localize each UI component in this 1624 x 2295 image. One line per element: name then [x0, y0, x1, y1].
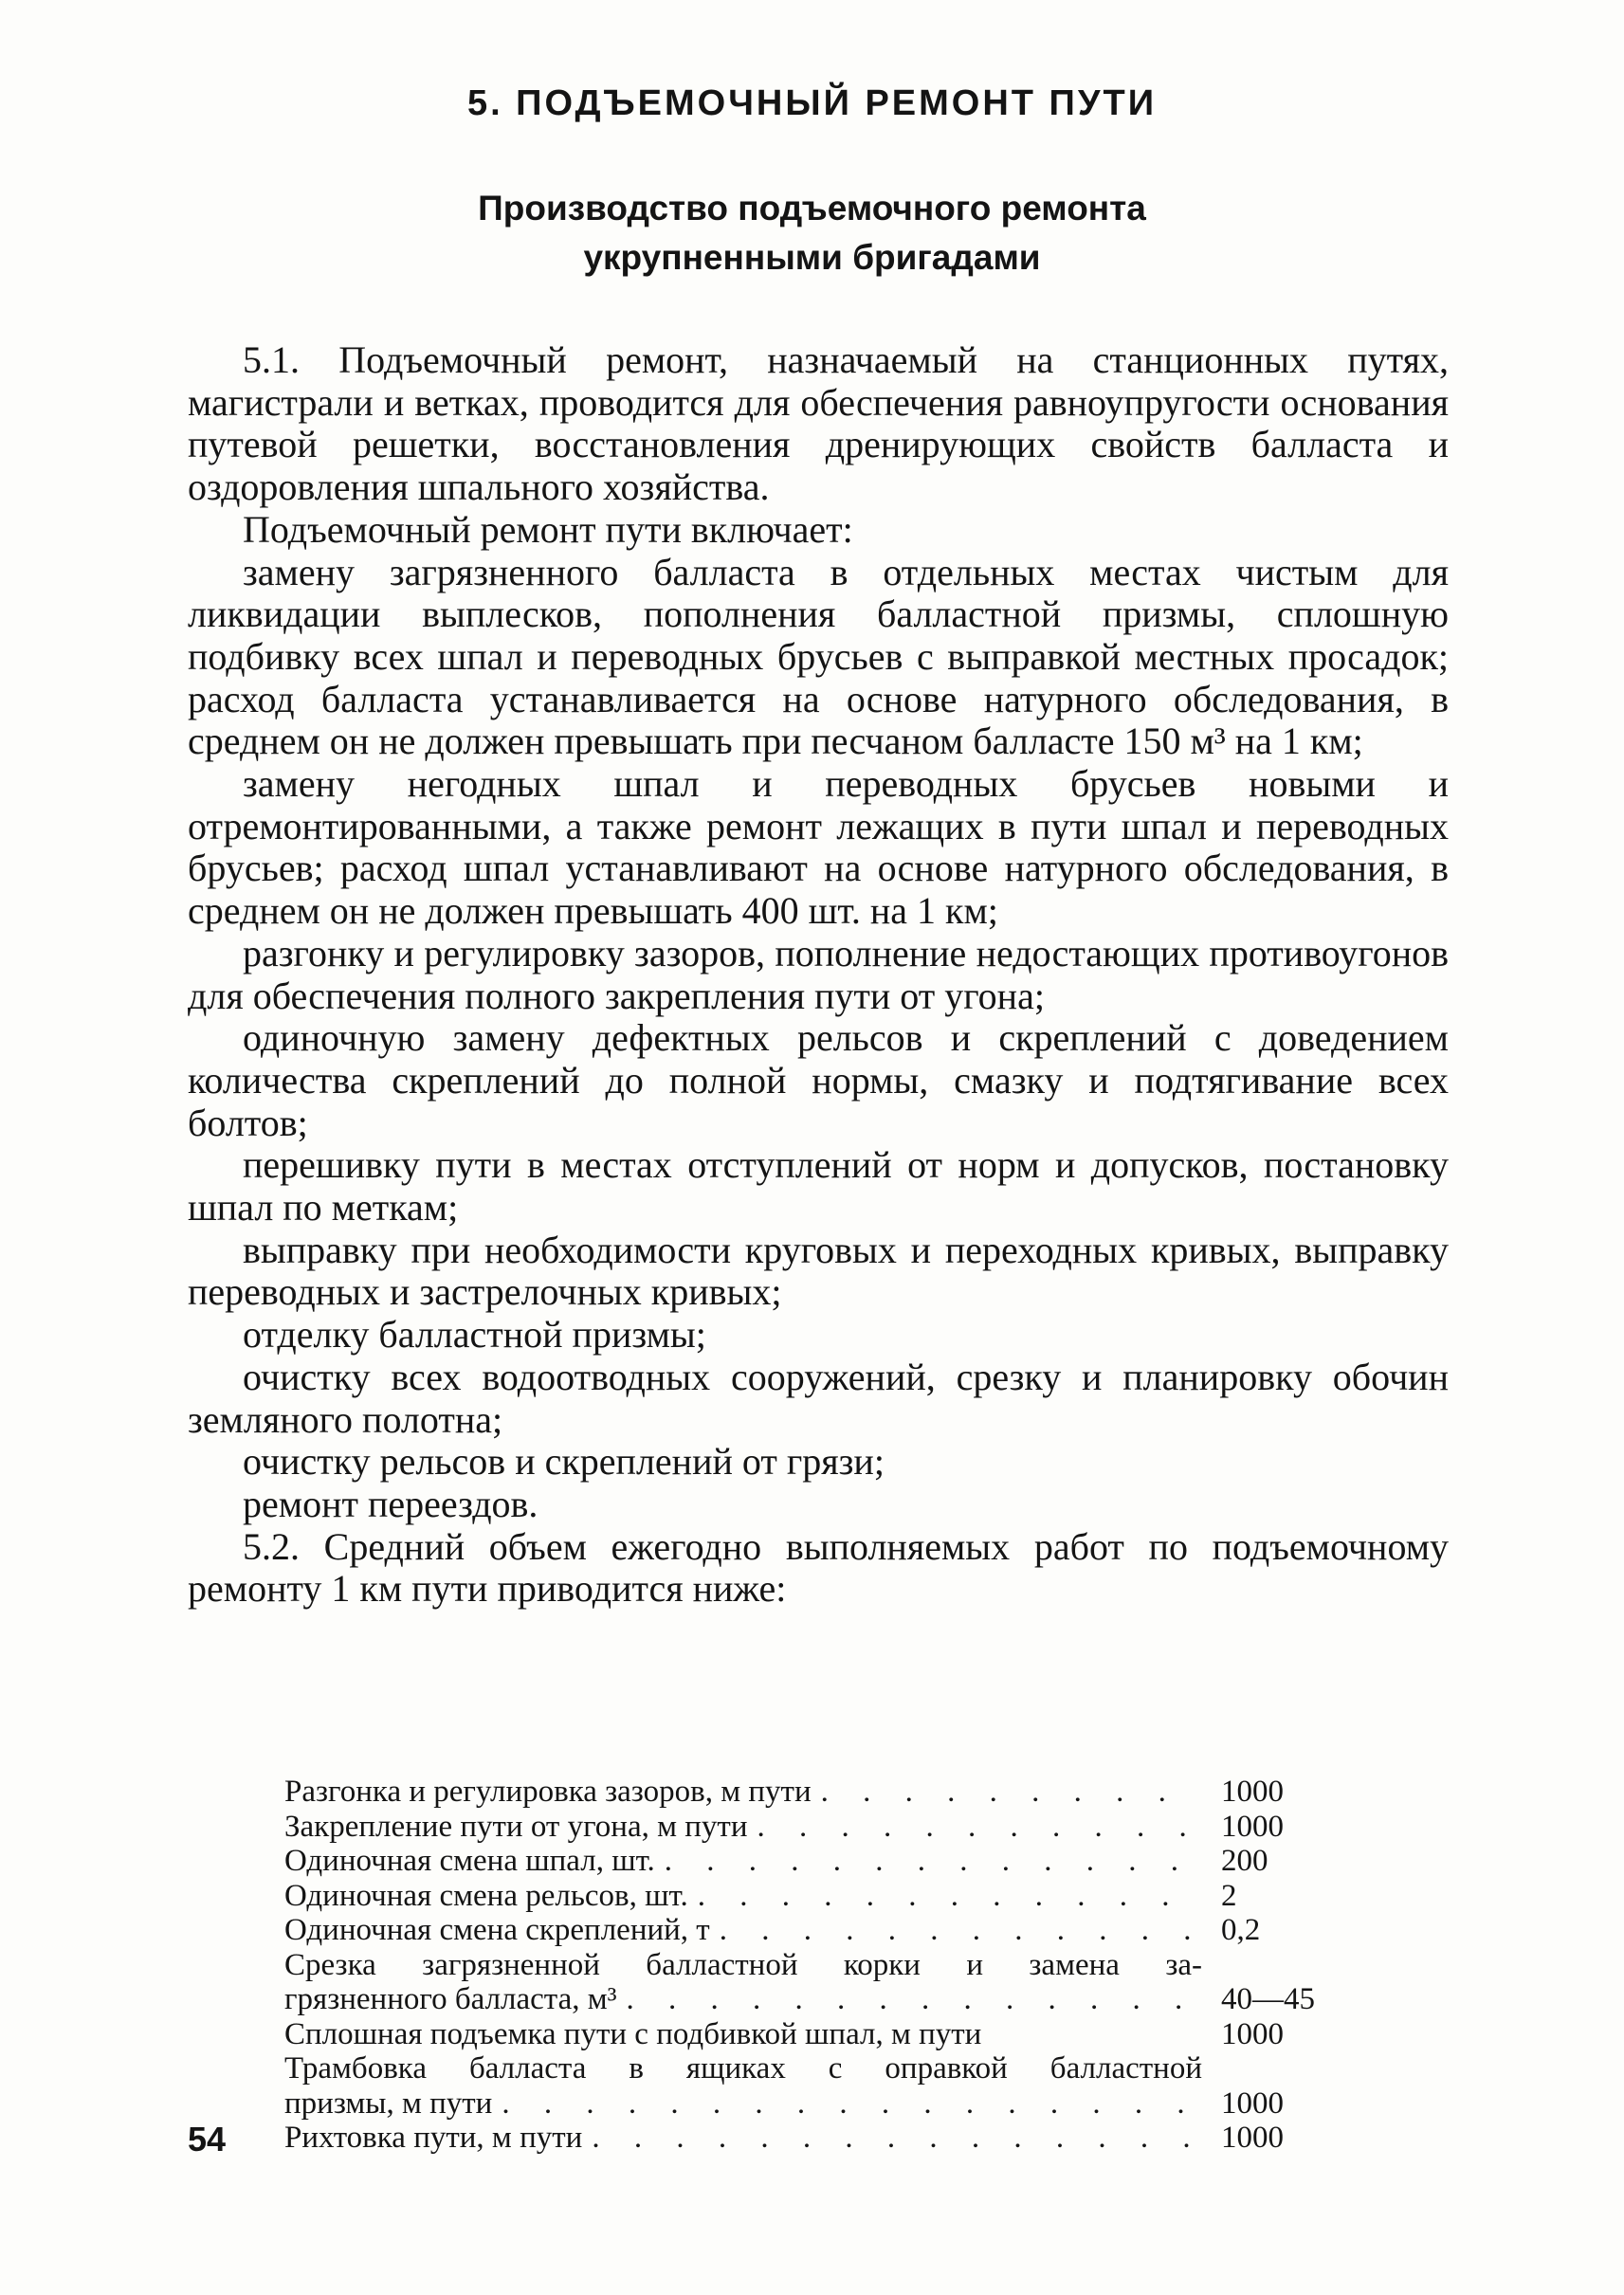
section-title-line: укрупненными бригадами: [583, 238, 1041, 277]
works-item-name: Рихтовка пути, м пути: [284, 2121, 583, 2155]
works-item-value: 1000: [1221, 2016, 1284, 2051]
works-item-name: Разгонка и регулировка зазоров, м пути: [284, 1775, 812, 1809]
works-item-name-line: Срезка загрязненной балластной корки и замена за-: [284, 1947, 1202, 1982]
paragraph: 5.1. Подъемочный ремонт, назначаемый на станционных путях, магистрали и ветках, проводится для обеспечения равноупругости основания путевой решетки, восстановления дренирующих свойств балласта и оздоровления шпального хозяйства.: [188, 338, 1449, 509]
paragraph: Подъемочный ремонт пути включает:: [243, 507, 853, 551]
works-item-name: призмы, м пути: [284, 2086, 493, 2121]
works-item-name-line: Трамбовка балласта в ящиках с оправкой балластной: [284, 2051, 1202, 2086]
page-number: 54: [188, 2120, 227, 2158]
paragraph: замену загрязненного балласта в отдельных местах чистым для ликвидации выплесков, пополнения балластной призмы, сплошную подбивку всех шпал и переводных брусьев с выправкой местных просадок; расход балласта устанавливается на основе натурного обследования, в среднем он не должен превышать при песчаном балласте 150 м³ на 1 км;: [188, 550, 1449, 763]
works-item-value: 40—45: [1221, 1982, 1315, 2016]
works-item-value: 1000: [1221, 1809, 1284, 1844]
works-item: [284, 1775, 1365, 1810]
works-list: [284, 1775, 1365, 2156]
works-item-value: 0,2: [1221, 1913, 1261, 1947]
works-item: [284, 1844, 1365, 1879]
works-item: [284, 2051, 1365, 2121]
works-item: [284, 2121, 1365, 2156]
works-item: [284, 1810, 1365, 1845]
section-title-line: Производство подъемочного ремонта: [478, 189, 1146, 228]
works-item-value: 2: [1221, 1878, 1237, 1913]
paragraph: 5.2. Средний объем ежегодно выполняемых работ по подъемочному ремонту 1 км пути приводится ниже:: [188, 1524, 1449, 1611]
works-item-value: 1000: [1221, 2086, 1284, 2121]
paragraph: одиночную замену дефектных рельсов и скреплений с доведением количества скреплений до полной нормы, смазку и подтягивание всех болтов;: [188, 1016, 1449, 1144]
works-item-name: Одиночная смена шпал, шт.: [284, 1844, 655, 1878]
works-item-name: Одиночная смена рельсов, шт.: [284, 1878, 688, 1913]
works-item: [284, 2017, 1365, 2052]
works-item-value: 1000: [1221, 1775, 1284, 1809]
works-item-name: грязненного балласта, м³: [284, 1982, 617, 2016]
paragraph: разгонку и регулировку зазоров, пополнение недостающих противоугонов для обеспечения полного закрепления пути от угона;: [188, 931, 1449, 1017]
paragraph: отделку балластной призмы;: [243, 1313, 706, 1357]
works-item: [284, 1913, 1365, 1948]
paragraph: очистку всех водоотводных сооружений, срезку и планировку обочин земляного полотна;: [188, 1355, 1449, 1441]
paragraph: замену негодных шпал и переводных брусьев новыми и отремонтированными, а также ремонт лежащих в пути шпал и переводных брусьев; расход шпал устанавливают на основе натурного обследования, в среднем он не должен превышать 400 шт. на 1 км;: [188, 762, 1449, 933]
paragraph: выправку при необходимости круговых и переходных кривых, выправку переводных и застрелочных кривых;: [188, 1228, 1449, 1314]
paragraph: ремонт переездов.: [243, 1482, 538, 1525]
works-item-name: Сплошная подъемка пути с подбивкой шпал, м пути: [284, 2016, 982, 2051]
body-text: [188, 339, 1449, 1611]
section-title: [0, 184, 1624, 282]
chapter-title: 5. ПОДЪЕМОЧНЫЙ РЕМОНТ ПУТИ: [466, 83, 1158, 123]
works-item: [284, 1948, 1365, 2017]
works-item-value: 1000: [1221, 2121, 1284, 2155]
works-item: [284, 1879, 1365, 1914]
works-item-value: 200: [1221, 1844, 1268, 1878]
works-item-name: Закрепление пути от угона, м пути: [284, 1809, 748, 1844]
paragraph: очистку рельсов и скреплений от грязи;: [243, 1440, 885, 1484]
paragraph: перешивку пути в местах отступлений от норм и допусков, постановку шпал по меткам;: [188, 1143, 1449, 1229]
works-item-name: Одиночная смена скреплений, т: [284, 1913, 710, 1947]
